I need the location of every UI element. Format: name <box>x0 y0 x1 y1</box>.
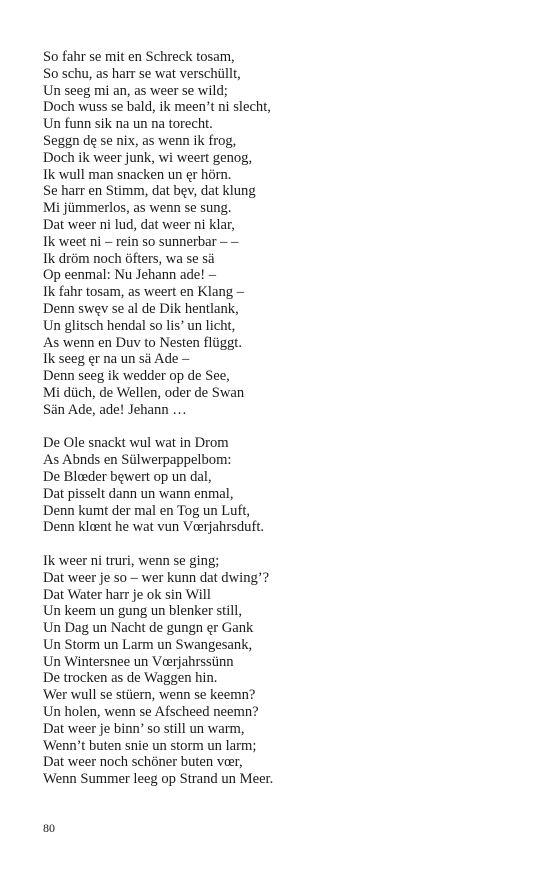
verse-line: So fahr se mit en Schreck tosam, <box>43 49 235 65</box>
verse-line: Wer wull se stüern, wenn se keemn? <box>43 687 256 704</box>
verse-line: Un holen, wenn se Afscheed neemn? <box>43 704 259 721</box>
verse-line: Dat weer je so – wer kunn dat dwing’? <box>43 569 270 586</box>
verse-line: De trocken as de Waggen hin. <box>43 670 218 687</box>
verse-line: Un keem un gung un blenker still, <box>43 603 243 620</box>
verse-line: Doch ik weer junk, wi weert genog, <box>43 149 253 166</box>
verse-line: Denn klœnt he wat vun Vœrjahrsduft. <box>43 519 265 536</box>
verse-line: De Blœder bęwert op un dal, <box>43 468 212 485</box>
verse-line: Denn seeg ik wedder op de See, <box>43 368 230 385</box>
verse-line: Wenn’t buten snie un storm un larm; <box>43 737 257 754</box>
verse-line: So schu, as harr se wat verschüllt, <box>43 65 241 82</box>
poem-body <box>43 49 513 805</box>
verse-line: Ik weer ni truri, wenn se ging; <box>43 552 220 569</box>
verse-line: Ik weet ni – rein so sunnerbar – – <box>43 233 239 250</box>
verse-line: As Abnds en Sülwerpappelbom: <box>43 452 232 469</box>
verse-line: Dat weer noch schöner buten vœr, <box>43 754 243 771</box>
stanza <box>43 553 513 788</box>
verse-line: As wenn en Duv to Nesten flüggt. <box>43 334 243 351</box>
verse-line: Op eenmal: Nu Jehann ade! – <box>43 267 217 284</box>
verse-line: Ik fahr tosam, as weert en Klang – <box>43 284 244 301</box>
verse-line: Dat Water harr je ok sin Will <box>43 586 211 603</box>
verse-line: Dat pisselt dann un wann enmal, <box>43 485 234 502</box>
verse-line: Doch wuss se bald, ik meen’t ni slecht, <box>43 99 271 116</box>
verse-line: Ik seeg ęr na un sä Ade – <box>43 351 190 368</box>
verse-line: Mi jümmerlos, as wenn se sung. <box>43 200 232 217</box>
verse-line: Un seeg mi an, as weer se wild; <box>43 82 228 99</box>
verse-line: Se harr en Stimm, dat bęv, dat klung <box>43 183 256 200</box>
stanza <box>43 435 513 536</box>
verse-line: Sän Ade, ade! Jehann … <box>43 401 187 418</box>
verse-line: Denn kumt der mal en Tog un Luft, <box>43 502 251 519</box>
verse-line: Ik dröm noch öfters, wa se sä <box>43 250 215 267</box>
verse-line: Un Storm un Larm un Swangesank, <box>43 636 253 653</box>
verse-line: Mi düch, de Wellen, oder de Swan <box>43 384 245 401</box>
stanza <box>43 49 513 419</box>
verse-line: Ik wull man snacken un ęr hörn. <box>43 166 232 183</box>
verse-line: Wenn Summer leeg op Strand un Meer. <box>43 771 274 788</box>
verse-line: Denn swęv se al de Dik hentlank, <box>43 300 239 317</box>
verse-line: Dat weer je binn’ so still un warm, <box>43 720 245 737</box>
page-number: 80 <box>43 821 55 835</box>
verse-line: Un glitsch hendal so lis’ un licht, <box>43 317 236 334</box>
verse-line: Un Wintersnee un Vœrjahrssünn <box>43 653 234 670</box>
verse-line: Un funn sik na un na torecht. <box>43 116 213 133</box>
verse-line: Un Dag un Nacht de gungn ęr Gank <box>43 620 254 637</box>
verse-line: De Ole snackt wul wat in Drom <box>43 435 229 452</box>
verse-line: Seggn dę se nix, as wenn ik frog, <box>43 132 237 149</box>
verse-line: Dat weer ni lud, dat weer ni klar, <box>43 216 235 233</box>
